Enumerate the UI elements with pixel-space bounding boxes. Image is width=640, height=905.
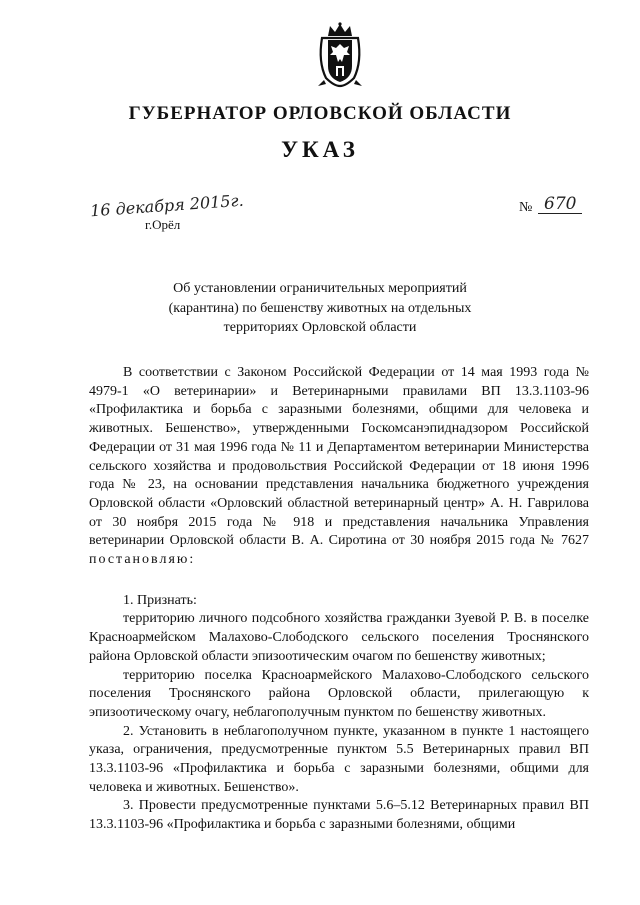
number-underline [538,213,582,214]
item-1a-paragraph: территорию личного подсобного хозяйства гражданки Зуевой Р. В. в поселке Красноармейском Малахово-Слободского сельского поселения Троснянского района Орловской области эпизоотическим очагом по бешенству животных; [89,611,589,664]
handwritten-number: 670 [544,194,577,214]
item-2-paragraph: 2. Установить в неблагополучном пункте, указанном в пункте 1 настоящего указа, ограничения, предусмотренные пунктом 5.5 Ветеринарных правил ВП 13.3.1103-96 «Профилактика и борьба с заразными болезнями, общими для человека и животных. Бешенство». [89,723,589,795]
decree-word: постановляю: [89,552,196,568]
issuing-authority: ГУБЕРНАТОР ОРЛОВСКОЙ ОБЛАСТИ [128,103,512,124]
item-1b-paragraph: территорию поселка Красноармейского Малахово-Слободского сельского поселения Троснянского района Орловской области, прилегающую к эпизоотическому очагу, неблагополучным пунктом по бешенству животных. [89,667,589,720]
city-label: г.Орёл [145,217,181,232]
item-3-paragraph: 3. Провести предусмотренные пунктами 5.6–5.12 Ветеринарных правил ВП 13.3.1103-96 «Профилактика и борьба с заразными болезнями, общими [89,798,589,833]
coat-of-arms-icon [316,22,364,88]
document-body [89,364,589,835]
item-1-heading: 1. Признать: [123,592,197,608]
document-title: Об установлении ограничительных мероприятий (карантина) по бешенству животных на отдельных территориях Орловской области [168,281,472,335]
preamble-text: В соответствии с Законом Российской Федерации от 14 мая 1993 года № 4979-1 «О ветеринарии» и Ветеринарными правилами ВП 13.3.1103-96 «Профилактика и борьба с заразными болезнями, общими для человека и животных. Бешенство», утвержденными Госкомсанэпиднадзором Российской Федерации от 31 мая 1996 года № 11 и Департаментом ветеринарии Министерства сельского хозяйства и продовольствия Российской Федерации от 18 июня 1996 года № 23, на основании представления начальника бюджетного учреждения Орловской области «Орловский областной ветеринарный центр» А. Н. Гаврилова от 30 ноября 2015 года № 918 и представления начальника Управления ветеринарии Орловской области В. А. Сиротина от 30 ноября 2015 года № 7627 [89,365,589,549]
number-label: № [519,200,533,215]
handwritten-date: 16 декабря 2015г. [89,190,245,221]
preamble-paragraph [89,364,589,570]
document-type: УКАЗ [281,137,359,162]
